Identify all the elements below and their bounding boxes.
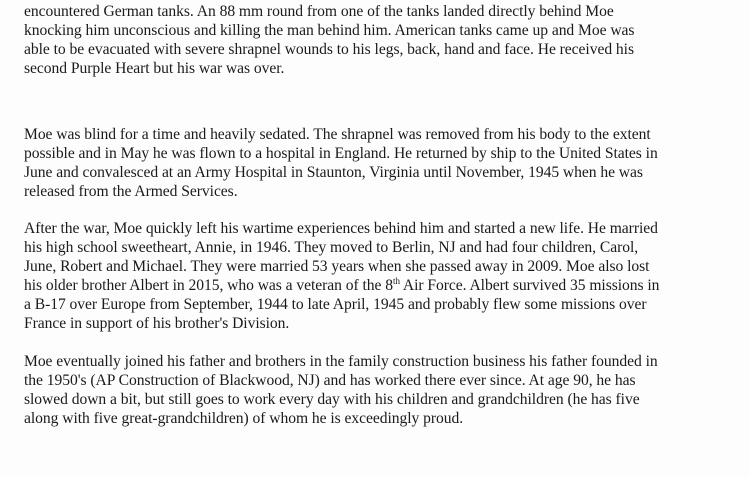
text-line: Moe eventually joined his father and brothers in the family construction business his father founded in: [24, 353, 658, 370]
text-line: June, Robert and Michael. They were married 53 years when she passed away in 2009. Moe also lost: [24, 258, 650, 275]
text-segment: his older brother Albert in 2015, who was a veteran of the 8: [24, 277, 393, 294]
text-line: slowed down a bit, but still goes to work every day with his children and grandchildren (he has five: [24, 391, 640, 408]
paragraph-after-war: [24, 219, 736, 333]
text-line: possible and in May he was flown to a hospital in England. He returned by ship to the United States in: [24, 145, 658, 162]
text-line-with-superscript: [24, 276, 736, 295]
text-line: After the war, Moe quickly left his wartime experiences behind him and started a new life. He married: [24, 220, 658, 237]
paragraph-recovery: [24, 125, 736, 201]
paragraph-tank-wound: [24, 2, 736, 78]
text-segment: Air Force. Albert survived 35 missions in: [399, 277, 660, 294]
text-line: encountered German tanks. An 88 mm round from one of the tanks landed directly behind Moe: [24, 3, 614, 20]
text-line: released from the Armed Services.: [24, 183, 238, 200]
paragraph-family-business: [24, 352, 736, 428]
text-line: able to be evacuated with severe shrapnel wounds to his legs, back, hand and face. He received his: [24, 41, 634, 58]
text-line: a B-17 over Europe from September, 1944 to late April, 1945 and probably flew some missions over: [24, 296, 647, 313]
text-line: France in support of his brother's Division.: [24, 315, 290, 332]
text-line: along with five great-grandchildren) of whom he is exceedingly proud.: [24, 410, 464, 427]
text-line: second Purple Heart but his war was over.: [24, 60, 285, 77]
text-line: knocking him unconscious and killing the man behind him. American tanks came up and Moe was: [24, 22, 635, 39]
text-line: June and convalesced at an Army Hospital in Staunton, Virginia until November, 1945 when he was: [24, 164, 643, 181]
ordinal-superscript: th: [393, 275, 400, 286]
text-line: the 1950's (AP Construction of Blackwood, NJ) and has worked there ever since. At age 90, he has: [24, 372, 636, 389]
text-line: Moe was blind for a time and heavily sedated. The shrapnel was removed from his body to the extent: [24, 126, 651, 143]
text-line: his high school sweetheart, Annie, in 1946. They moved to Berlin, NJ and had four children, Carol,: [24, 239, 639, 256]
